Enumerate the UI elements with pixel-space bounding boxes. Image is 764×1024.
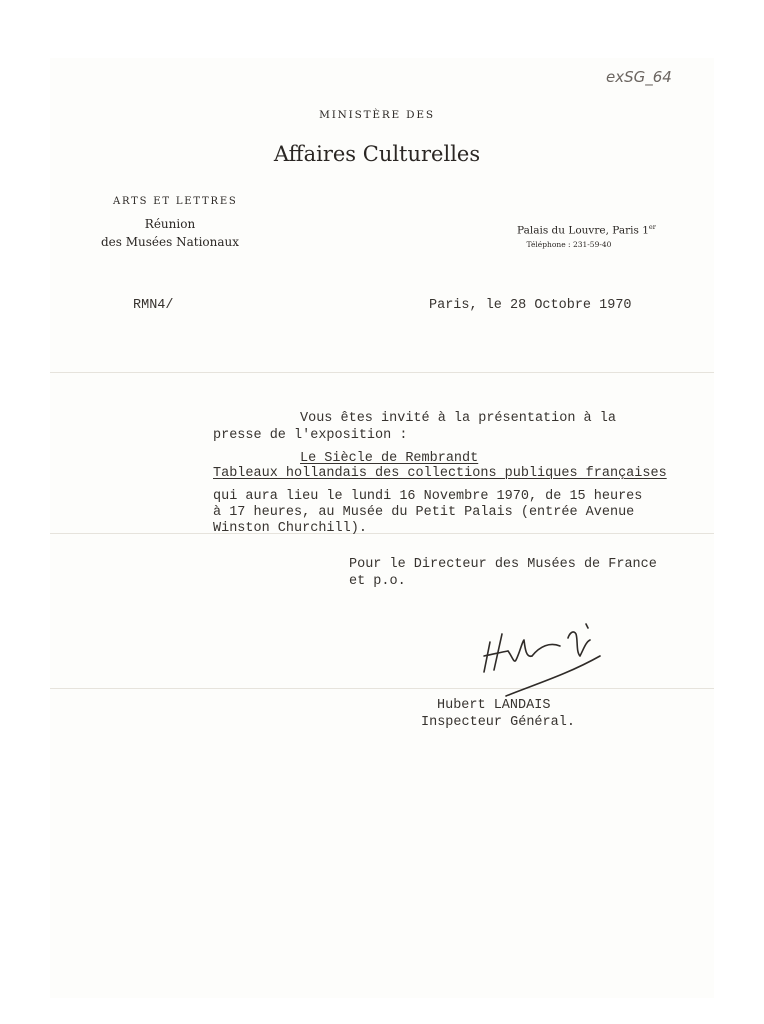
fold-line [50, 688, 714, 689]
letterhead-musees-nationaux: des Musées Nationaux [100, 235, 240, 249]
signatory-name: Hubert LANDAIS [437, 698, 551, 713]
handwritten-signature [476, 612, 611, 702]
body-intro-line-2: presse de l'exposition : [213, 428, 408, 443]
body-detail-line-2: à 17 heures, au Musée du Petit Palais (entrée Avenue [213, 505, 635, 520]
closing-line-1: Pour le Directeur des Musées de France [349, 557, 657, 572]
exhibition-subtitle: Tableaux hollandais des collections publiques françaises [213, 466, 667, 481]
address-text: Palais du Louvre, Paris 1 [517, 224, 649, 237]
letterhead-reunion: Réunion [144, 217, 196, 231]
archive-mark: exSG_64 [606, 68, 672, 86]
fold-line [50, 372, 714, 373]
address-superscript: er [648, 223, 656, 231]
body-detail-line-1: qui aura lieu le lundi 16 Novembre 1970, de 15 heures [213, 489, 643, 504]
date-line: Paris, le 28 Octobre 1970 [429, 298, 632, 313]
letterhead-ministere: MINISTÈRE DES [319, 109, 435, 121]
fold-line [50, 533, 714, 534]
reference-number: RMN4/ [133, 298, 174, 313]
body-intro-line-1: Vous êtes invité à la présentation à la [300, 411, 616, 426]
signatory-title: Inspecteur Général. [421, 715, 575, 730]
letterhead-telephone: Téléphone : 231-59-40 [526, 240, 612, 249]
letterhead-address [517, 223, 656, 237]
body-detail-line-3: Winston Churchill). [213, 521, 367, 536]
letterhead-arts-lettres: ARTS ET LETTRES [113, 196, 238, 207]
letterhead-ministry-name: Affaires Culturelles [273, 142, 481, 166]
exhibition-title: Le Siècle de Rembrandt [300, 451, 479, 466]
closing-line-2: et p.o. [349, 574, 406, 589]
